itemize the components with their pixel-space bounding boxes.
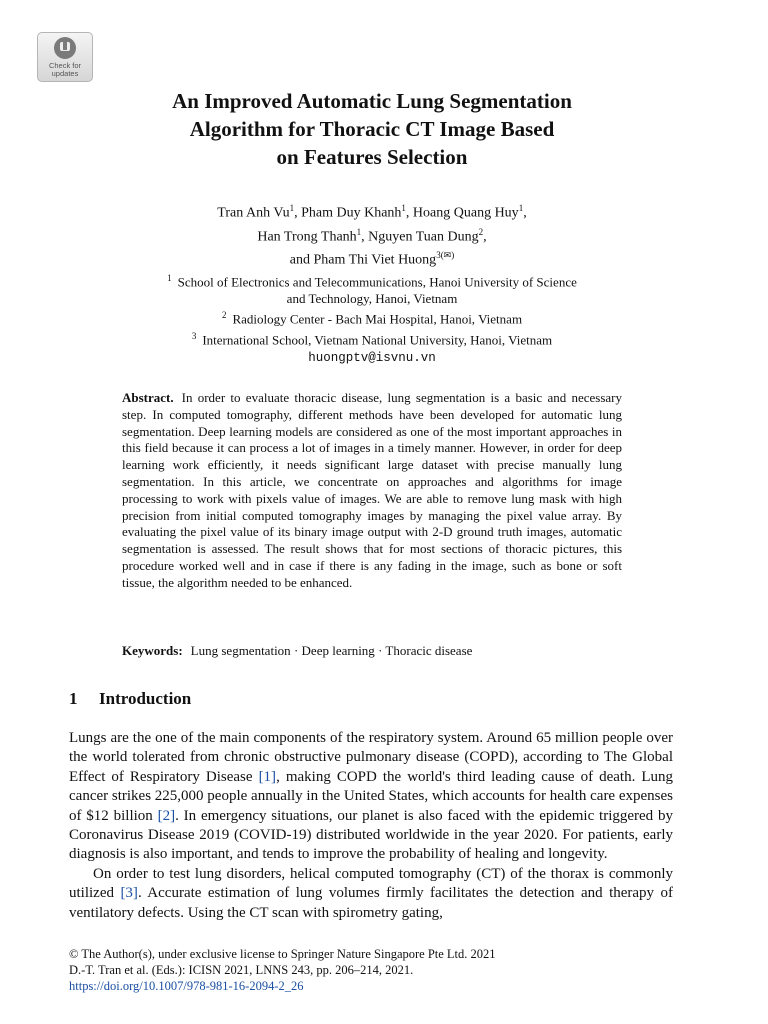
author-affil-mark: 1 [401, 203, 406, 213]
affiliations: $^1$ School of Electronics and Telecommunications, Hanoi University of Science and Technology, Hanoi, Vietnam $^2$ Radiology Center - Bach Mai Hospital, Hanoi, Vietnam $^3$ International School, Vietnam National University, Hanoi, Vietnam huongptv@isvnu.vn [167, 273, 577, 365]
section-title: Introduction [99, 689, 192, 708]
affiliation-1: School of Electronics and Telecommunications, Hanoi University of Science [177, 274, 577, 290]
paper-title: An Improved Automatic Lung Segmentation Algorithm for Thoracic CT Image Based on Features Selection [172, 89, 572, 169]
affiliation-2: Radiology Center - Bach Mai Hospital, Hanoi, Vietnam [232, 311, 523, 327]
author-list: Tran Anh Vu$^1$, Pham Duy Khanh$^1$, Hoang Quang Huy$^1$, Han Trong Thanh$^1$, Nguyen Tuan Dung$^2$, and Pham Thi Viet Huong$^{3(✉)}$ [217, 203, 527, 268]
author-name: Pham Duy Khanh [301, 205, 402, 221]
affiliation-3: International School, Vietnam National University, Hanoi, Vietnam [202, 331, 553, 347]
citation-link[interactable]: [3] [120, 885, 138, 902]
abstract-text: In order to evaluate thoracic disease, lung segmentation is a basic and necessary step. In computed tomography, different methods have been developed for automatic lung segmentation. Deep learning models are considered as one of the most important approaches in this field because it can process a lot of images in a timely manner. However, in order for deep learning work efficiently, it needs significant large dataset with precise manually lung segmentation. In this article, we concentrate on approaches and algorithms for image processing to work with pixels value of images. We are able to remove lung mask with high precision from initial computed tomography images by managing the pixel value array. By evaluating the pixel value of its binary image output with 2-D ground truth images, automatic segmentation is assessed. The result shows that for most sections of thoracic pictures, this procedure worked well and in case if there is any fading in the image, such as bone or soft tissue, the algorithm needed to be enhanced. [122, 390, 622, 590]
author-affil-mark: 2 [478, 226, 484, 237]
badge-text: Check for updates [48, 61, 82, 78]
section-number: 1 [69, 689, 78, 708]
doi-link[interactable]: https://doi.org/10.1007/978-981-16-2094-2_26 [69, 979, 304, 993]
citation-line: D.-T. Tran et al. (Eds.): ICISN 2021, LNNS 243, pp. 206–214, 2021. [69, 963, 414, 977]
page-footer [69, 946, 673, 994]
section-heading [69, 688, 191, 710]
keywords [122, 642, 622, 659]
corresponding-author-mark: 3(✉) [436, 250, 455, 261]
author-affil-mark: 1 [518, 203, 524, 213]
author-name: Hoang Quang Huy [412, 205, 519, 221]
author-affil-mark: 1 [289, 203, 295, 213]
keyword-separator: · [290, 643, 302, 658]
keyword: Deep learning [301, 643, 375, 658]
keyword-separator: · [374, 643, 386, 658]
abstract [122, 390, 622, 592]
introduction-body [69, 729, 673, 923]
author-name: Tran Anh Vu [217, 205, 290, 221]
citation-link[interactable]: [1] [258, 768, 277, 785]
author-name: Han Trong Thanh [257, 229, 357, 245]
corresponding-email[interactable]: huongptv@isvnu.vn [308, 350, 436, 365]
keywords-label: Keywords: [122, 643, 183, 658]
author-affil-mark: 1 [356, 226, 362, 237]
author-name: Pham Thi Viet Huong [313, 252, 437, 268]
abstract-label: Abstract. [122, 390, 174, 405]
copyright-line: © The Author(s), under exclusive license to Springer Nature Singapore Pte Ltd. 2021 [69, 947, 496, 961]
author-name: Nguyen Tuan Dung [368, 229, 479, 245]
citation-link[interactable]: [2] [157, 807, 176, 824]
check-for-updates-badge[interactable] [37, 32, 93, 82]
keyword: Lung segmentation [190, 643, 291, 658]
bookmark-icon [54, 37, 76, 59]
keyword: Thoracic disease [385, 643, 473, 658]
paragraph: Lungs are the one of the main components of the respiratory system. Around 65 million people over the world tolerated from chronic obstructive pulmonary disease (COPD), according to The Global Effect of Respiratory Disease [1], making COPD the world's third leading cause of death. Lung cancer strikes 225,000 people annually in the United States, which accounts for health care expenses of $12 billion [2]. In emergency situations, our planet is also faced with the epidemic triggered by Coronavirus Disease 2019 (COVID-19) distributed worldwide in the year 2020. For patients, early diagnosis is also important, and tends to improve the probability of healing and longevity. [69, 730, 674, 863]
paragraph: On order to test lung disorders, helical computed tomography (CT) of the thorax is commonly utilized [3]. Accurate estimation of lung volumes firmly facilitates the detection and therapy of ventilatory defects. Using the CT scan with spirometry gating, [69, 865, 673, 921]
affiliation-1-cont: and Technology, Hanoi, Vietnam [286, 291, 458, 307]
author-conjunction: and [289, 252, 314, 268]
